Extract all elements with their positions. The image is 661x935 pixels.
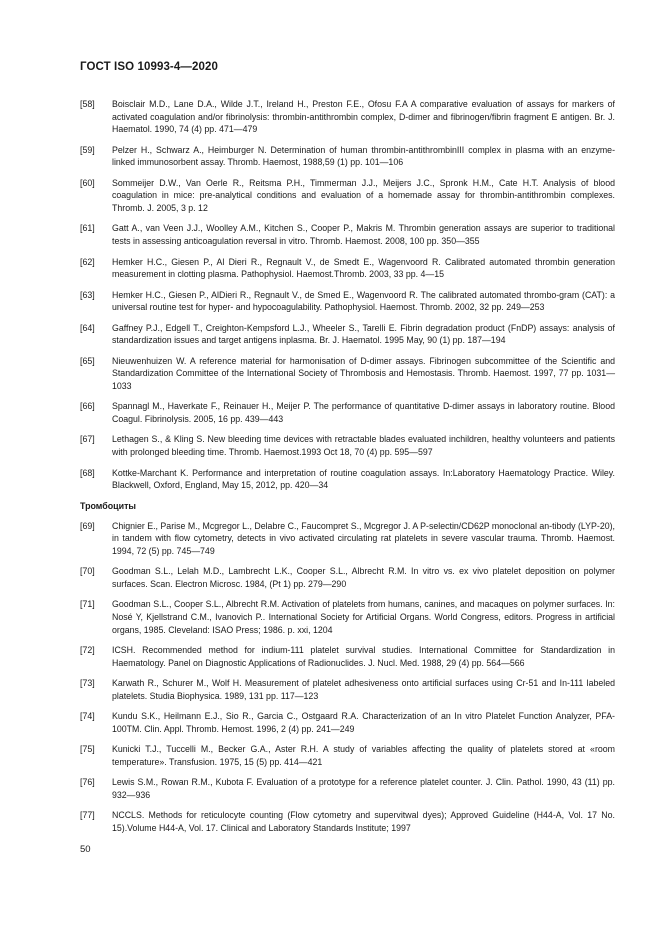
reference-text: Chignier E., Parise M., Mcgregor L., Delabre C., Faucompret S., Mcgregor J. A P-selectin/CD62P monoclonal an-tibody (LYP-20), in tandem with flow cytometry, detects in vivo activated circulating rat platelets in severe vascular trauma. Thromb. Haemost. 1994, 72 (5) pp. 745—749	[112, 520, 615, 556]
reference-number: [58]	[80, 99, 95, 109]
reference-number: [74]	[80, 711, 95, 722]
reference-item	[80, 467, 615, 492]
reference-text: Lewis S.M., Rowan R.M., Kubota F. Evaluation of a prototype for a reference platelet counter. J. Clin. Pathol. 1990, 43 (11) pp. 932—936	[112, 777, 615, 800]
document-header: ГОСТ ISO 10993-4—2020	[80, 61, 218, 73]
reference-text: Lethagen S., & Kling S. New bleeding time devices with retractable blades evaluated inchildren, healthy volunteers and patients with prolonged bleeding time. Thromb. Haemost.1993 Oct 18, 70 (4) pp. 595—597	[112, 434, 615, 458]
reference-group-platelets	[80, 520, 615, 835]
reference-number: [73]	[80, 678, 95, 689]
reference-number: [63]	[80, 289, 95, 300]
reference-item	[80, 710, 615, 735]
reference-text: Goodman S.L., Lelah M.D., Lambrecht L.K., Cooper S.L., Albrecht R.M. In vitro vs. ex vivo platelet deposition on polymer surfaces. Scan. Electron Microsc. 1984, (Pt 1) pp. 279—290	[112, 566, 615, 589]
reference-item	[80, 355, 615, 393]
reference-number: [76]	[80, 777, 95, 788]
reference-number: [65]	[80, 355, 95, 366]
reference-number: [77]	[80, 810, 95, 821]
reference-item	[80, 677, 615, 702]
reference-text: Kundu S.K., Heilmann E.J., Sio R., Garcia C., Ostgaard R.A. Characterization of an In vitro Platelet Function Analyzer, PFA-100TM. Clin. Appl. Thromb. Hemost. 1996, 2 (4) pp. 241—249	[112, 711, 615, 734]
reference-number: [60]	[80, 177, 95, 188]
section-title: Тромбоциты	[80, 500, 136, 511]
reference-text: Karwath R., Schurer M., Wolf H. Measurement of platelet adhesiveness onto artificial surfaces using Cr-51 and In-111 labeled platelets. Studia Biophysica. 1989, 131 pp. 117—123	[112, 678, 615, 701]
reference-number: [64]	[80, 322, 95, 333]
reference-number: [61]	[80, 223, 95, 234]
reference-text: ICSH. Recommended method for indium-111 platelet survival studies. International Committee for Standardization in Haematology. Panel on Diagnostic Applications of Radionuclides. J. Nucl. Med. 1988, 29 (4) pp. 564—566	[112, 645, 615, 668]
reference-item	[80, 289, 615, 314]
reference-item	[80, 322, 615, 347]
reference-item	[80, 565, 615, 590]
reference-text: Pelzer H., Schwarz A., Heimburger N. Determination of human thrombin-antithrombinIII complex in plasma with an enzyme-linked immunosorbent assay. Thromb. Haemost, 1988,59 (1) pp. 101—106	[112, 144, 615, 168]
reference-number: [72]	[80, 645, 95, 656]
reference-item	[80, 809, 615, 834]
reference-item	[80, 776, 615, 801]
reference-text: Kottke-Marchant K. Performance and interpretation of routine coagulation assays. In:Laboratory Haematology Practice. Wiley. Blackwell, Oxford, England, May 15, 2012, pp. 420—34	[112, 467, 615, 491]
reference-number: [75]	[80, 744, 95, 755]
reference-item	[80, 144, 615, 169]
reference-list	[80, 98, 615, 843]
reference-item	[80, 743, 615, 768]
page-number: 50	[80, 844, 91, 855]
reference-number: [69]	[80, 520, 95, 531]
reference-text: Boisclair M.D., Lane D.A., Wilde J.T., Ireland H., Preston F.E., Ofosu F.A A comparative evaluation of assays for markers of activated coagulation and/or fibrinolysis: thrombin-antithrombin complex, D-dimer and fibrinogen/fibrin fragment E antigen. Br. J. Haematol. 1990, 74 (4) pp. 471—479	[112, 99, 615, 135]
reference-item	[80, 520, 615, 558]
reference-text: Hemker H.C., Giesen P., AlDieri R., Regnault V., de Smed E., Wagenvoord R. The calibrated automated thrombo-gram (CAT): a universal routine test for hyper- and hypocoagulability. Pathophysiol. Haemost. Thromb. 2002, 32 pp. 249—253	[112, 289, 615, 313]
reference-text: Kunicki T.J., Tuccelli M., Becker G.A., Aster R.H. A study of variables affecting the quality of platelets stored at «room temperature». Transfusion. 1975, 15 (5) pp. 414—421	[112, 744, 615, 767]
reference-item	[80, 177, 615, 215]
reference-text: Nieuwenhuizen W. A reference material for harmonisation of D-dimer assays. Fibrinogen subcommittee of the Scientific and Standardization Committee of the International Society of Thrombosis and Hemostasis. Thromb. Haemost. 1997, 77 pp. 1031—1033	[112, 355, 615, 391]
reference-item	[80, 644, 615, 669]
reference-item	[80, 598, 615, 636]
reference-text: Spannagl M., Haverkate F., Reinauer H., Meijer P. The performance of quantitative D-dimer assays in laboratory routine. Blood Coagul. Fibrinolysis. 2005, 16 pp. 439—443	[112, 401, 615, 424]
reference-text: Goodman S.L., Cooper S.L., Albrecht R.M. Activation of platelets from humans, canines, and macaques on polymer surfaces. In: Nosé Y, Kjellstrand C.M., Ivanovich P.. International Society for Artificial Organs. World Congress, editors. Progress in artificial organs, 1985. Cleveland: ISAO Press; 1986. p. xxi, 1204	[112, 599, 615, 635]
reference-text: Gatt A., van Veen J.J., Woolley A.M., Kitchen S., Cooper P., Makris M. Thrombin generation assays are superior to traditional tests in assessing anticoagulation reversal in vitro. Thromb. Haemost. 2008, 100 pp. 350—355	[112, 223, 615, 247]
reference-number: [71]	[80, 599, 95, 610]
reference-item	[80, 256, 615, 281]
reference-number: [62]	[80, 256, 95, 267]
reference-item	[80, 98, 615, 136]
reference-text: NCCLS. Methods for reticulocyte counting (Flow cytometry and supervitwal dyes); Approved Guideline (H44-A, Vol. 17 No. 15).Volume H44-A, Vol. 17. Clinical and Laboratory Standards Institute; 1997	[112, 810, 615, 834]
reference-number: [66]	[80, 401, 95, 412]
reference-item	[80, 222, 615, 247]
reference-text: Sommeijer D.W., Van Oerle R., Reitsma P.H., Timmerman J.J., Meijers J.C., Spronk H.M., Cate H.T. Analysis of blood coagulation in mice: pre-analytical conditions and evaluation of a homemade assay for thrombin-antithrombin complexes. Thromb. J. 2005, 3 p. 12	[112, 177, 615, 213]
reference-group-coagulation	[80, 98, 615, 492]
reference-number: [59]	[80, 144, 95, 155]
reference-text: Gaffney P.J., Edgell T., Creighton-Kempsford L.J., Wheeler S., Tarelli E. Fibrin degradation product (FnDP) assays: analysis of standardization issues and target antigens inplasma. Br. J. Haematol. 1995 May, 90 (1) pp. 187—194	[112, 322, 615, 346]
reference-item	[80, 400, 615, 425]
reference-text: Hemker H.C., Giesen P., Al Dieri R., Regnault V., de Smedt E., Wagenvoord R. Calibrated automated thrombin generation measurement in clotting plasma. Pathophysiol. Haemost.Thromb. 2003, 33 pp. 4—15	[112, 256, 615, 280]
reference-number: [70]	[80, 566, 95, 577]
reference-item	[80, 433, 615, 458]
reference-number: [67]	[80, 434, 95, 445]
reference-number: [68]	[80, 467, 95, 478]
